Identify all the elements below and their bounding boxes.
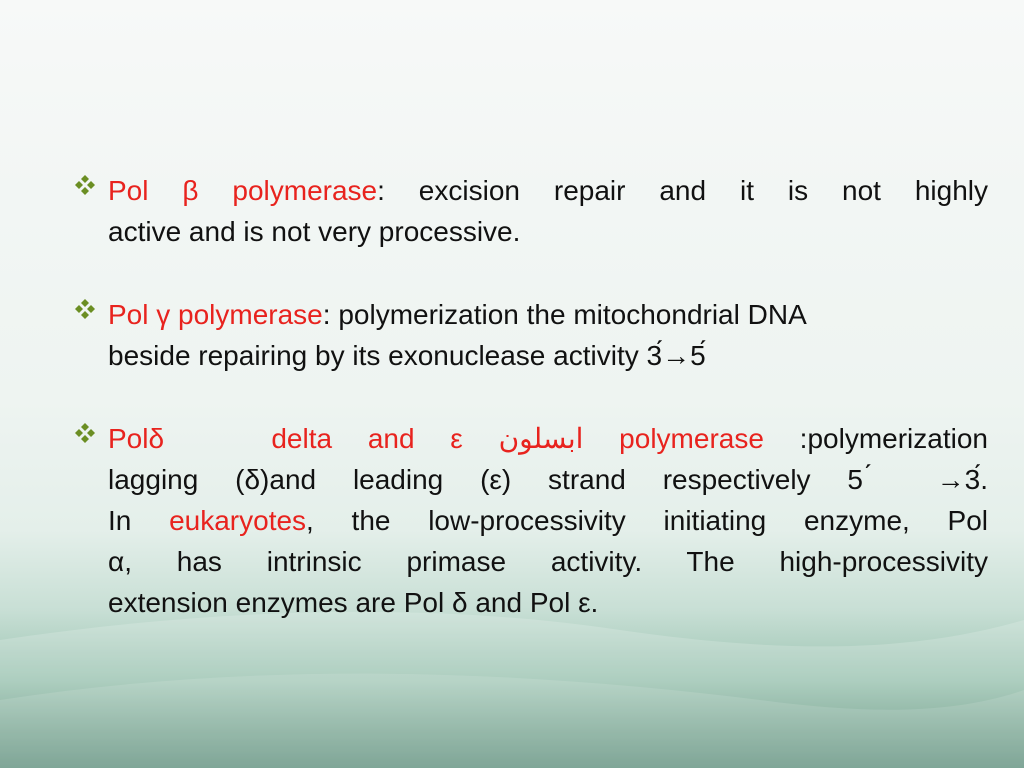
slide-content: [74, 170, 988, 665]
bullet-line: [108, 418, 988, 459]
text-segment: :polymerization: [763, 423, 988, 454]
text-segment: α, has intrinsic primase activity. The high-processivity: [108, 546, 988, 577]
bullet-line: [108, 582, 988, 623]
text-segment: lagging (δ)and leading (ε) strand respectively 5 ́ →3́.: [108, 464, 988, 495]
bullet-pol-delta-epsilon: [74, 418, 988, 623]
text-segment: : polymerization the mitochondrial DNA: [322, 299, 807, 330]
term-pol-delta-epsilon: Polδ delta and ε ابسلون polymerase: [108, 423, 764, 454]
text-segment: In: [108, 505, 170, 536]
diamond-cluster-icon: [74, 174, 96, 196]
bullet-line: [108, 211, 988, 252]
text-segment: active and is not very processive.: [108, 216, 521, 247]
text-segment: , the low-processivity initiating enzyme, Pol: [306, 505, 988, 536]
text-segment: beside repairing by its exonuclease activity 3́→5́: [108, 340, 706, 371]
bullet-line: [108, 459, 988, 500]
bullet-line: [108, 170, 988, 211]
bullet-line: [108, 294, 988, 335]
diamond-cluster-icon: [74, 422, 96, 444]
bullet-line: [108, 335, 988, 376]
diamond-cluster-icon: [74, 298, 96, 320]
bullet-line: [108, 541, 988, 582]
bullet-line: [108, 500, 988, 541]
term-eukaryotes: eukaryotes: [169, 505, 307, 536]
text-segment: extension enzymes are Pol δ and Pol ε.: [108, 587, 599, 618]
term-pol-beta: Pol β polymerase: [108, 175, 378, 206]
bullet-pol-beta: [74, 170, 988, 252]
text-segment: : excision repair and it is not highly: [377, 175, 988, 206]
term-pol-gamma: Pol γ polymerase: [108, 299, 323, 330]
bullet-pol-gamma: [74, 294, 988, 376]
